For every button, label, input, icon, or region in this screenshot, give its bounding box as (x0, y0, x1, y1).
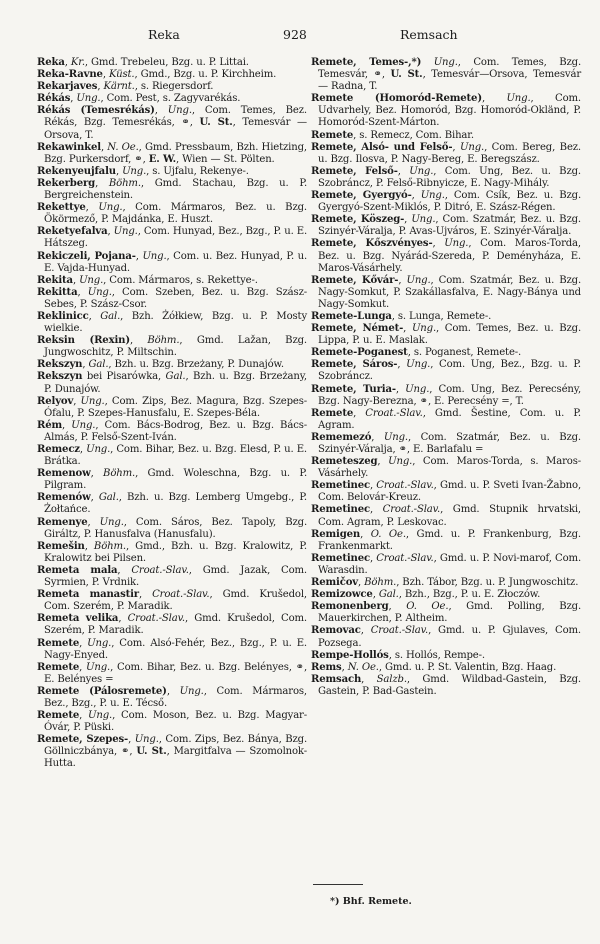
running-head-right: Remsach (400, 27, 458, 42)
gazetteer-entry: Remete, Német-, Ung., Com. Temes, Bez. u. Bzg. Lippa, P. u. E. Maslak. (311, 323, 582, 347)
gazetteer-entry: Remete, Ung., Com. Moson, Bez. u. Bzg. Magyar-Óvár, P. Püski. (37, 710, 307, 734)
running-head-left: Reka (148, 27, 180, 42)
gazetteer-entry: Rekita, Ung., Com. Mármaros, s. Rekettye-. (37, 274, 258, 286)
gazetteer-entry: Rekitta, Ung., Com. Szeben, Bez. u. Bzg. Szász-Sebes, P. Szász-Csor. (37, 286, 308, 310)
gazetteer-entry: Relyov, Ung., Com. Zips, Bez. Magura, Bzg. Szepes-Ófalu, P. Szepes-Hanusfalu, E. Szepes-Béla. (37, 395, 307, 419)
gazetteer-entry: Removac, Croat.-Slav., Gmd. u. P. Gjulaves, Com. Pozsega. (311, 625, 581, 649)
gazetteer-entry: Remete, Gyergyó-, Ung., Com. Csík, Bez. u. Bzg. Gyergyó-Szent-Miklós, P. Ditró, E. Szász-Régen. (311, 190, 582, 214)
gazetteer-entry: Remete (Pálosremete), Ung., Com. Mármaros, Bez., Bzg., P. u. E. Técső. (37, 685, 307, 709)
gazetteer-entry: Rekawinkel, N. Oe., Gmd. Pressbaum, Bzh. Hietzing, Bzg. Purkersdorf, ⚭, E. W., Wien — St. Pölten. (37, 141, 307, 165)
gazetteer-entry: Rekettye, Ung., Com. Mármaros, Bez. u. Bzg. Ökörmező, P. Majdánka, E. Huszt. (37, 202, 307, 226)
footnote-rule (313, 884, 363, 885)
gazetteer-entry: Reketyefalva, Ung., Com. Hunyad, Bez., Bzg., P. u. E. Hátszeg. (37, 226, 307, 250)
gazetteer-entry: Remeteszeg, Ung., Com. Maros-Torda, s. Maros-Vásárhely. (311, 456, 582, 480)
gazetteer-entry: Remenow, Böhm., Gmd. Woleschna, Bzg. u. P. Pilgram. (37, 468, 308, 492)
gazetteer-entry: Remeta velika, Croat.-Slav., Gmd. Krušedol, Com. Szerém, P. Maradik. (37, 613, 307, 637)
gazetteer-entry: Remetinec, Croat.-Slav., Gmd. u. P. Sveti Ivan-Žabno, Com. Belovár-Kreuz. (311, 480, 581, 504)
gazetteer-entry: Remete, Temes-,*) Ung., Com. Temes, Bzg. Temesvár, ⚭, U. St., Temesvár—Orsova, Temesvár — Radna, T. (311, 57, 582, 93)
gazetteer-entry: Remetinec, Croat.-Slav., Gmd. u. P. Novi-marof, Com. Warasdin. (311, 552, 581, 576)
gazetteer-entry: Remenów, Gal., Bzh. u. Bzg. Lemberg Umgebg., P. Żołtańce. (37, 492, 307, 516)
gazetteer-entry: Rékás, Ung., Com. Pest, s. Zagyvarékás. (37, 93, 241, 105)
gazetteer-entry: Reksin (Rexin), Böhm., Gmd. Lažan, Bzg. Jungwoschitz, P. Miltschin. (37, 335, 307, 359)
gazetteer-entry: Remecz, Ung., Com. Bihar, Bez. u. Bzg. Elesd, P. u. E. Brátka. (37, 444, 307, 468)
gazetteer-entry: Rekarjaves, Kärnt., s. Riegersdorf. (37, 81, 214, 93)
gazetteer-entry: Rememezó, Ung., Com. Szatmár, Bez. u. Bzg. Szinyér-Váralja, ⚭, E. Barlafalu = (311, 431, 581, 455)
gazetteer-entry: Remete-Lunga, s. Lunga, Remete-. (311, 310, 492, 322)
gazetteer-entry: Remete-Poganest, s. Poganest, Remete-. (311, 347, 522, 359)
gazetteer-entry: Rekszyn bei Pisarówka, Gal., Bzh. u. Bzg. Brzeżany, P. Dunajów. (37, 371, 307, 395)
gazetteer-entry: Remete, Croat.-Slav., Gmd. Šestine, Com. u. P. Agram. (311, 407, 581, 431)
gazetteer-entry: Reklinicc, Gal., Bzh. Żółkiew, Bzg. u. P. Mosty wielkie. (37, 310, 307, 335)
gazetteer-entry: Remete, Alsó- und Felső-, Ung., Com. Bereg, Bez. u. Bzg. Ilosva, P. Nagy-Bereg, E. Beregszász. (311, 141, 581, 165)
gazetteer-entry: Remete, Kővár-, Ung., Com. Szatmár, Bez. u. Bzg. Nagy-Somkut, P. Szakállasfalva, E. Nagy-Bánya und Nagy-Somkut. (311, 274, 582, 310)
gazetteer-entry: Reka-Ravne, Küst., Gmd., Bzg. u. P. Kirchheim. (37, 69, 277, 81)
gazetteer-entry: Remičov, Böhm., Bzh. Tábor, Bzg. u. P. Jungwoschitz. (311, 577, 579, 589)
left-column (37, 57, 307, 771)
gazetteer-entry: Remete, Turia-, Ung., Com. Ung, Bez. Perecsény, Bzg. Nagy-Berezna, ⚭, E. Perecsény =, T. (311, 383, 582, 407)
gazetteer-entry: Rekerberg, Böhm., Gmd. Stachau, Bzg. u. P. Bergreichenstein. (37, 177, 308, 202)
gazetteer-entry: Rékás (Temesrékás), Ung., Com. Temes, Bez. Rékás, Bzg. Temesrékás, ⚭, U. St., Temesvár — Orsova, T. (37, 105, 307, 141)
gazetteer-entry: Rekiczeli, Pojana-, Ung., Com. u. Bez. Hunyad, P. u. E. Vajda-Hunyad. (37, 250, 308, 274)
gazetteer-entry: Remonenberg, O. Oe., Gmd. Polling, Bzg. Mauerkirchen, P. Altheim. (311, 601, 581, 625)
gazetteer-entry: Remenye, Ung., Com. Sáros, Bez. Tapoly, Bzg. Giráltz, P. Hanusfalva (Hanusfalu). (37, 516, 308, 540)
gazetteer-entry: Rekszyn, Gal., Bzh. u. Bzg. Brzeżany, P. Dunajów. (37, 359, 284, 371)
gazetteer-entry: Remete, Szepes-, Ung., Com. Zips, Bez. Bánya, Bzg. Göllniczbánya, ⚭, U. St., Margitfalva — Szomolnok-Hutta. (37, 734, 308, 770)
gazetteer-entry: Remete, Kőszvényes-, Ung., Com. Maros-Torda, Bez. u. Bzg. Nyárád-Szereda, P. Deményháza, E. Maros-Vásárhely. (311, 238, 581, 274)
gazetteer-entry: Remsach, Salzb., Gmd. Wildbad-Gastein, Bzg. Gastein, P. Bad-Gastein. (311, 673, 581, 697)
gazetteer-entry: Rém, Ung., Com. Bács-Bodrog, Bez. u. Bzg. Bács-Almás, P. Felső-Szent-Iván. (37, 419, 307, 443)
page-number: 928 (283, 27, 307, 42)
gazetteer-entry: Remetinec, Croat.-Slav., Gmd. Stupnik hrvatski, Com. Agram, P. Leskovac. (311, 504, 581, 528)
gazetteer-entry: Remete, Ung., Com. Alsó-Fehér, Bez., Bzg., P. u. E. Nagy-Enyed. (37, 637, 307, 661)
gazetteer-entry: Remete, s. Remecz, Com. Bihar. (311, 129, 474, 141)
gazetteer-entry: Remizowce, Gal., Bzh., Bzg., P. u. E. Złoczów. (311, 589, 541, 601)
page-header (0, 27, 600, 45)
gazetteer-entry: Remete (Homoród-Remete), Ung., Com. Udvarhely, Bez. Homoród, Bzg. Homoród-Okländ, P. Homoród-Szent-Márton. (311, 93, 581, 129)
gazetteer-entry: Remete, Köszeg-, Ung., Com. Szatmár, Bez. u. Bzg. Szinyér-Váralja, P. Avas-Ujváros, E. Szinyér-Váralja. (311, 214, 581, 238)
gazetteer-entry: Remeta mala, Croat.-Slav., Gmd. Jazak, Com. Syrmien, P. Vrdnik. (37, 564, 307, 589)
right-column (311, 57, 581, 698)
gazetteer-entry: Rempe-Hollós, s. Hollós, Rempe-. (311, 649, 485, 661)
gazetteer-entry: Remete, Ung., Com. Bihar, Bez. u. Bzg. Belényes, ⚭, E. Belényes = (37, 661, 308, 685)
gazetteer-entry: Remigen, O. Oe., Gmd. u. P. Frankenburg, Bzg. Frankenmarkt. (311, 528, 581, 552)
gazetteer-entry: Rems, N. Oe., Gmd. u. P. St. Valentin, Bzg. Haag. (311, 661, 557, 673)
gazetteer-entry: Remeta manastir, Croat.-Slav., Gmd. Krušedol, Com. Szerém, P. Maradik. (37, 589, 307, 613)
gazetteer-entry: Remešin, Böhm., Gmd., Bzh. u. Bzg. Kralowitz, P. Kralowitz bei Pilsen. (37, 540, 307, 564)
gazetteer-entry: Remete, Felső-, Ung., Com. Ung, Bez. u. Bzg. Szobráncz, P. Felső-Ribnyicze, E. Nagy-Mihály. (311, 165, 581, 189)
gazetteer-entry: Reka, Kr., Gmd. Trebeleu, Bzg. u. P. Littai. (37, 57, 249, 68)
gazetteer-entry: Remete, Sáros-, Ung., Com. Ung, Bez., Bzg. u. P. Szobráncz. (311, 359, 581, 383)
footnote: *) Bhf. Remete. (330, 896, 412, 907)
gazetteer-entry: Rekenyeujfalu, Ung., s. Ujfalu, Rekenye-. (37, 165, 249, 177)
